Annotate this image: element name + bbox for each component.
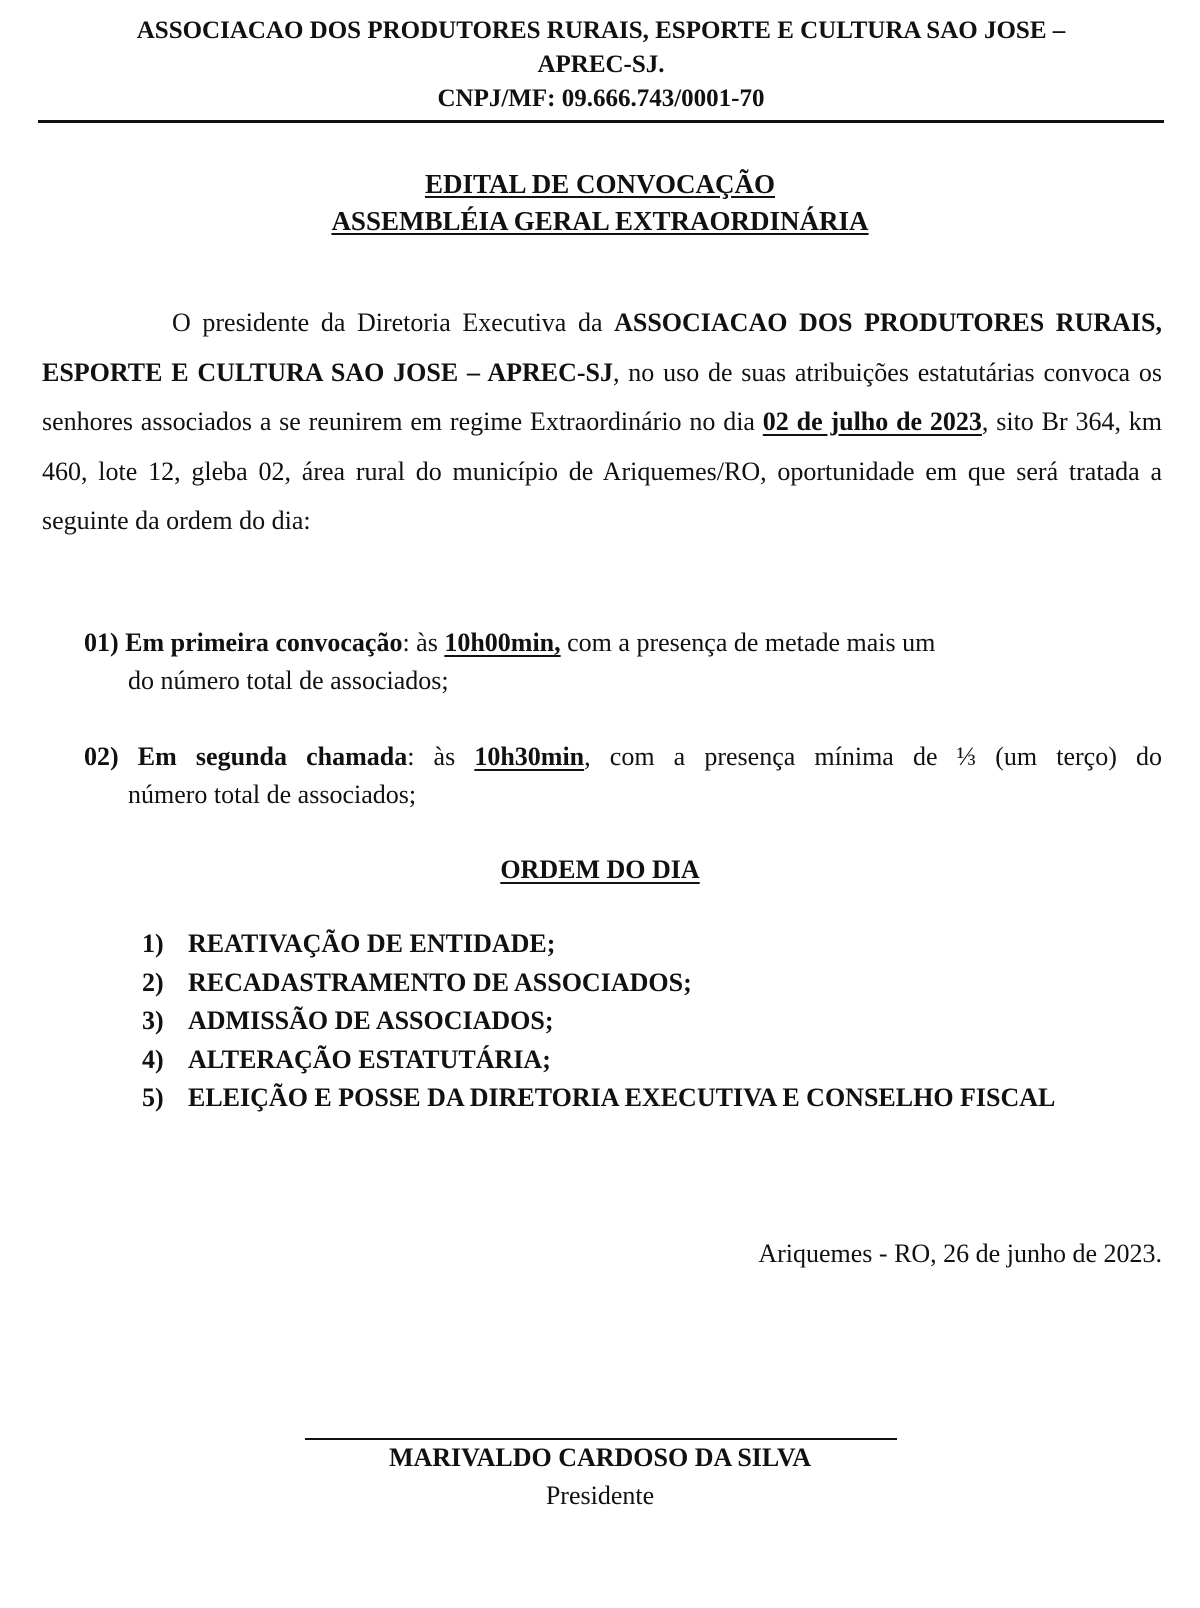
signatory-name: MARIVALDO CARDOSO DA SILVA — [388, 1443, 812, 1472]
intro-paragraph — [42, 298, 1162, 546]
list-item — [142, 1041, 1162, 1080]
intro-org-name: ASSOCIACAO DOS PRODUTORES RURAIS, ESPORTE E CULTURA SAO JOSE – APREC-SJ — [42, 308, 1162, 387]
convocation-rest-line2: do número total de associados; — [128, 666, 449, 695]
list-item-number: 4) — [142, 1044, 164, 1074]
header-divider — [38, 120, 1164, 123]
convocation-number: 02) — [84, 742, 119, 771]
convocation-time: 10h00min, — [444, 628, 561, 657]
list-item-text: REATIVAÇÃO DE ENTIDADE; — [188, 929, 556, 958]
convocation-time: 10h30min — [474, 742, 585, 771]
convocation-item — [84, 738, 1162, 814]
list-item — [142, 964, 1162, 1003]
ordem-do-dia-title: ORDEM DO DIA — [500, 855, 700, 884]
org-name-line2: APREC-SJ. — [537, 51, 665, 78]
convocation-rest-line1: com a presença de metade mais um — [560, 628, 936, 657]
convocation-rest-line2: número total de associados; — [128, 780, 417, 809]
list-item-text: ELEIÇÃO E POSSE DA DIRETORIA EXECUTIVA E CONSELHO FISCAL — [188, 1083, 1056, 1112]
title-line2: ASSEMBLÉIA GERAL EXTRAORDINÁRIA — [331, 206, 869, 236]
place-and-date: Ariquemes - RO, 26 de junho de 2023. — [758, 1239, 1162, 1268]
ordem-do-dia-list — [142, 925, 1162, 1118]
convocation-number: 01) — [84, 628, 119, 657]
intro-part3: , sito Br 364, km 460, lote 12, gleba 02, área rural do município de Ariquemes/RO, oportunidade em que será tratada a seguinte da ordem do dia: — [42, 407, 1162, 535]
document-header — [40, 14, 1162, 116]
intro-part1: O presidente da Diretoria Executiva da — [172, 308, 615, 337]
intro-part2: , no uso de suas atribuições estatutárias convoca os senhores associados a se reunirem em regime Extraordinário no dia — [42, 357, 1162, 436]
convocation-rest-line1: , com a presença mínima de ⅓ (um terço) do — [584, 742, 1162, 771]
list-item-text: RECADASTRAMENTO DE ASSOCIADOS; — [188, 967, 692, 997]
list-item — [142, 1002, 1162, 1041]
list-item — [142, 1079, 1162, 1118]
list-item-number: 2) — [142, 967, 164, 997]
convocation-label: Em segunda chamada — [137, 742, 408, 771]
convocation-sep: : às — [402, 628, 445, 657]
convocation-sep: : às — [407, 742, 475, 771]
title-line1: EDITAL DE CONVOCAÇÃO — [425, 169, 775, 199]
list-item-number: 1) — [142, 929, 164, 958]
list-item — [142, 925, 1162, 964]
convocation-item — [84, 624, 1162, 700]
list-item-text: ALTERAÇÃO ESTATUTÁRIA; — [188, 1044, 551, 1074]
convocation-label: Em primeira convocação — [125, 628, 403, 657]
signatory-role: Presidente — [545, 1481, 655, 1510]
list-item-number: 3) — [142, 1006, 164, 1035]
list-item-text: ADMISSÃO DE ASSOCIADOS; — [188, 1006, 554, 1035]
org-name-line1: ASSOCIACAO DOS PRODUTORES RURAIS, ESPORTE E CULTURA SAO JOSE – — [136, 17, 1066, 44]
list-item-number: 5) — [142, 1083, 164, 1112]
intro-date: 02 de julho de 2023 — [762, 407, 982, 436]
cnpj: CNPJ/MF: 09.666.743/0001-70 — [437, 85, 765, 112]
document-title — [0, 166, 1200, 240]
